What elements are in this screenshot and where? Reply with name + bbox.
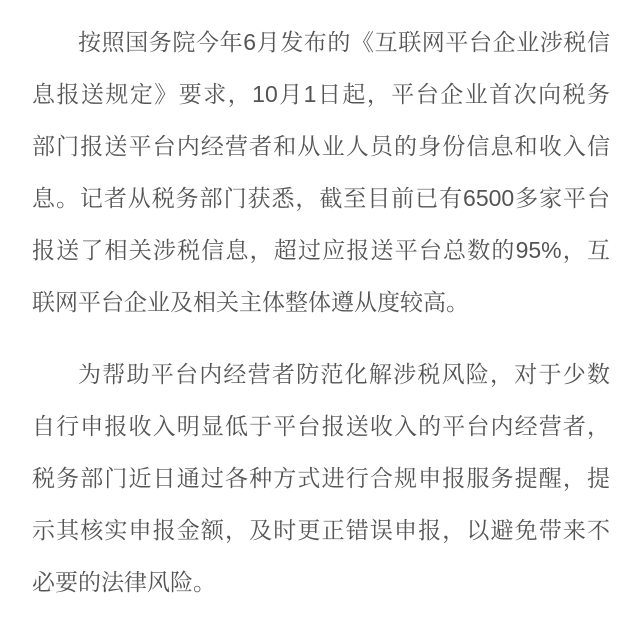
text-line: 税务部门近日通过各种方式进行合规申报服务提醒，提 xyxy=(32,465,610,491)
text-line: 联网平台企业及相关主体整体遵从度较高。 xyxy=(32,289,469,315)
text-line: 示其核实申报金额，及时更正错误申报，以避免带来不 xyxy=(32,517,610,543)
text-line: 为帮助平台内经营者防范化解涉税风险，对于少数 xyxy=(78,361,610,387)
paragraph-2 xyxy=(32,348,610,608)
article-body xyxy=(32,16,610,608)
paragraph-1 xyxy=(32,16,610,328)
text-line: 息报送规定》要求，10月1日起，平台企业首次向税务 xyxy=(32,81,610,107)
text-line: 按照国务院今年6月发布的《互联网平台企业涉税信 xyxy=(78,29,610,55)
text-line: 息。记者从税务部门获悉，截至目前已有6500多家平台 xyxy=(32,185,610,211)
text-line: 自行申报收入明显低于平台报送收入的平台内经营者， xyxy=(32,413,610,439)
text-line: 报送了相关涉税信息，超过应报送平台总数的95%，互 xyxy=(32,237,610,263)
text-line: 必要的法律风险。 xyxy=(32,569,216,595)
text-line: 部门报送平台内经营者和从业人员的身份信息和收入信 xyxy=(32,133,610,159)
